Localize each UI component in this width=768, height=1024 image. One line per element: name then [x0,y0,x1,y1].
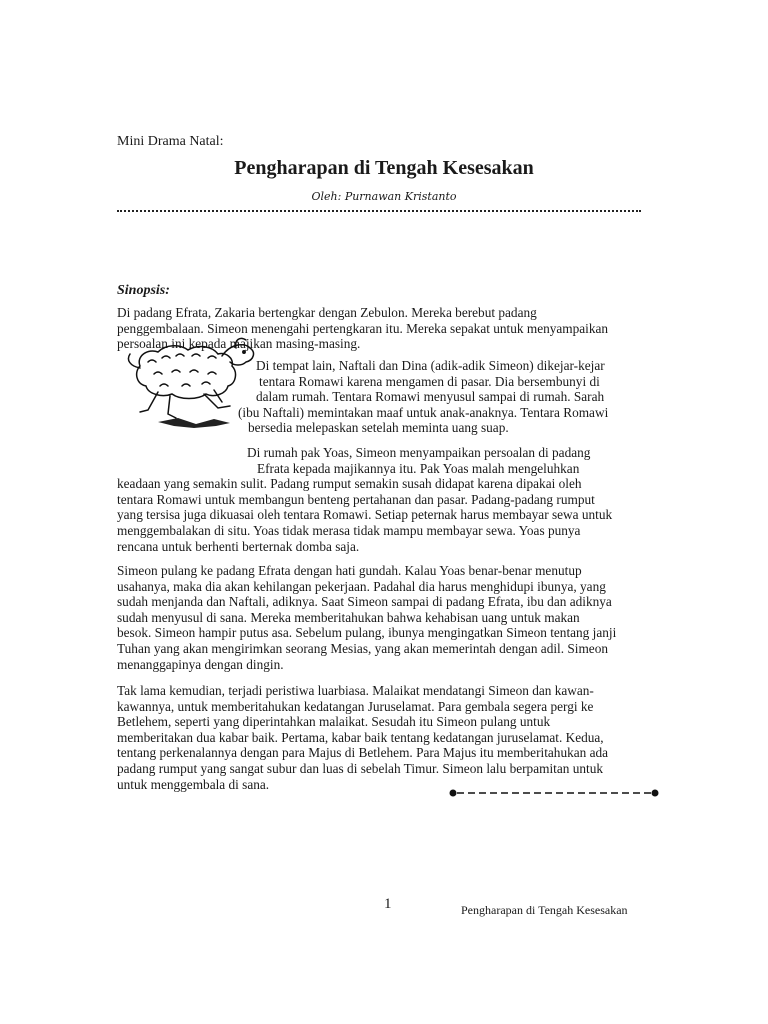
text-line: menanggapinya dengan dingin. [117,656,284,672]
text-line: Tak lama kemudian, terjadi peristiwa luarbiasa. Malaikat mendatangi Simeon dan kawan- [117,683,594,698]
synopsis-paragraph-3 [117,445,647,554]
text-line: sudah menyusul di sana. Mereka memberitahukan bahwa kehabisan uang untuk makan [117,609,580,625]
text-line: dalam rumah. Tentara Romawi menyusul sampai di rumah. Sarah [256,389,605,405]
text-line: Di rumah pak Yoas, Simeon menyampaikan persoalan di padang [247,445,591,460]
text-line: Betlehem, seperti yang diperintahkan malaikat. Sesudah itu Simeon pulang untuk [117,714,551,730]
end-divider [448,787,660,799]
text-line: Di tempat lain, Naftali dan Dina (adik-adik Simeon) dikejar-kejar [256,358,605,373]
text-line: Tuhan yang akan mengirimkan seorang Mesias, yang akan memerintah dengan adil. Simeon [117,640,609,656]
text-line: Simeon pulang ke padang Efrata dengan hati gundah. Kalau Yoas benar-benar menutup [117,563,582,578]
text-line: tentara Romawi karena mengamen di pasar. Dia bersembunyi di [259,373,600,389]
text-line: padang rumput yang sangat subur dan luas di sebelah Timur. Simeon lalu berpamitan untuk [117,760,604,776]
running-sheep-icon [118,326,258,430]
text-line: yang tersisa juga dikuasai oleh tentara Romawi. Setiap peternak harus membayar sewa untuk [117,507,613,523]
synopsis-paragraph-5 [117,683,647,792]
text-line: menggembalakan di situ. Yoas tidak merasa tidak mampu membayar sewa. Yoas punya [117,522,581,538]
synopsis-paragraph-4 [117,563,647,672]
page-title: Pengharapan di Tengah Kesesakan [234,157,534,179]
author-byline: Oleh: Purnawan Kristanto [311,190,457,203]
text-line: usahanya, maka dia akan kehilangan pekerjaan. Padahal dia harus menghidupi ibunya, yang [117,578,606,594]
text-line: (ibu Naftali) memintakan maaf untuk anak-anaknya. Tentara Romawi [238,404,609,420]
text-line: Di padang Efrata, Zakaria bertengkar dengan Zebulon. Mereka berebut padang [117,305,537,320]
synopsis-paragraph-2 [238,358,647,436]
text-line: memberitakan dua kabar baik. Pertama, kabar baik tentang kedatangan juruselamat. Kedua, [117,729,604,745]
text-line: tentang perkenalannya dengan para Majus di Betlehem. Para Majus itu memberitahukan ada [117,745,609,761]
synopsis-heading: Sinopsis: [117,283,170,298]
text-line: tentara Romawi untuk membangun benteng pertahanan dan pasar. Padang-padang rumput [117,491,595,507]
text-line: rencana untuk berhenti berternak domba saja. [117,538,360,554]
text-line: Efrata kepada majikannya itu. Pak Yoas malah mengeluhkan [257,460,580,476]
drama-kicker: Mini Drama Natal: [117,134,224,149]
header-divider [117,210,641,212]
text-line: keadaan yang semakin sulit. Padang rumput semakin susah didapat karena dipakai oleh [117,476,582,492]
text-line: penggembalaan. Simeon menengahi pertengkaran itu. Mereka sepakat untuk menyampaikan [117,320,609,336]
text-line: kawannya, untuk memberitahukan kedatangan Juruselamat. Para gembala segera pergi ke [117,698,594,714]
text-line: besok. Simeon hampir putus asa. Sebelum pulang, ibunya mengingatkan Simeon tentang janji [117,625,617,641]
text-line: untuk menggembala di sana. [117,776,270,792]
text-line: bersedia melepaskan setelah meminta uang suap. [248,420,509,436]
text-line: sudah menjanda dan Naftali, adiknya. Saat Simeon sampai di padang Efrata, ibu dan adiknya [117,594,612,610]
page-number: 1 [384,896,392,912]
running-footer: Pengharapan di Tengah Kesesakan [461,903,628,917]
text-line: persoalan ini kepada majikan masing-masing. [117,336,361,352]
